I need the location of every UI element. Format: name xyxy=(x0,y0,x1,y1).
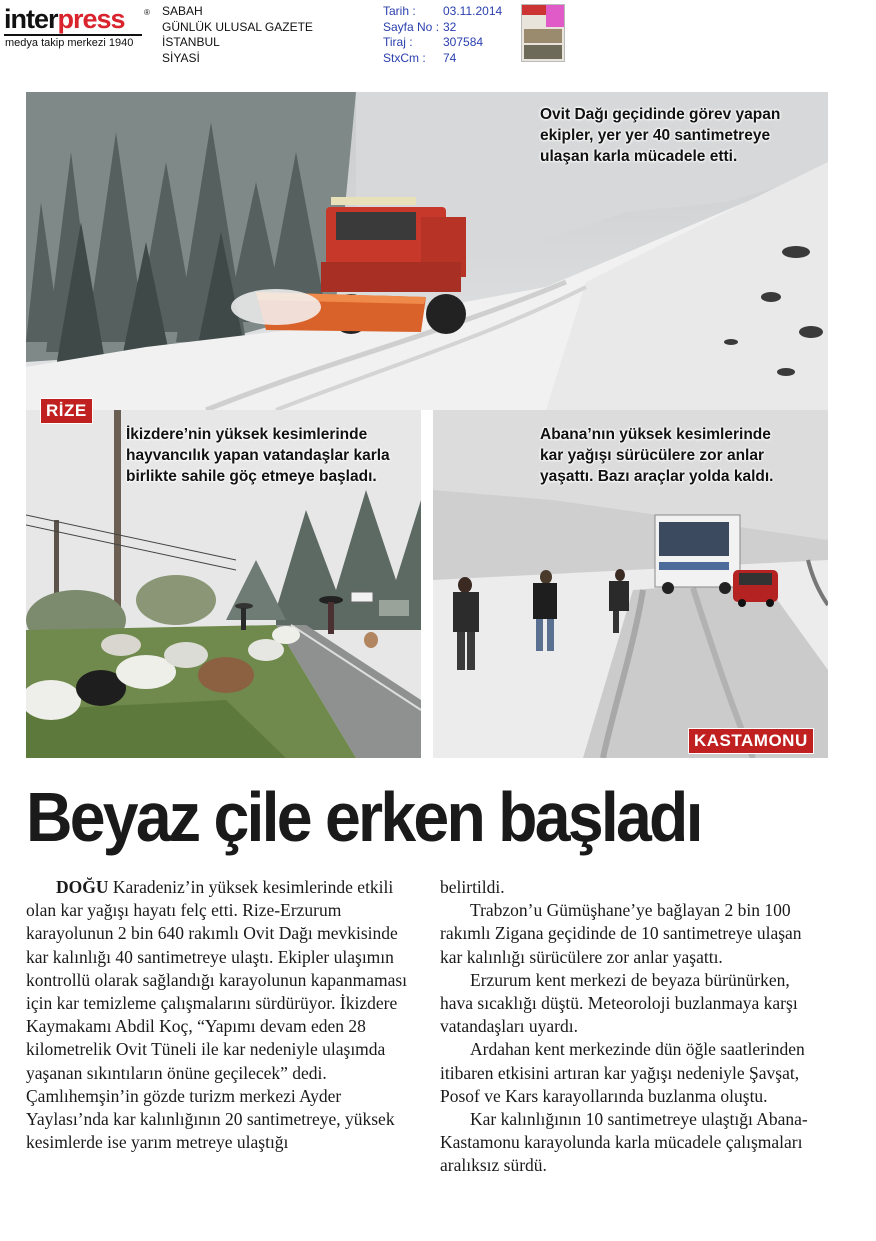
logo-wordmark-red: press xyxy=(57,4,125,34)
source-category: SİYASİ xyxy=(162,50,200,65)
logo-wordmark-black: inter xyxy=(4,4,58,34)
meta-value: 307584 xyxy=(443,35,484,49)
location-tag-rize: RİZE xyxy=(40,398,93,424)
clipping-meta xyxy=(383,4,502,66)
article-paragraph: Ardahan kent merkezinde dün öğle saatlerinden itibaren etkisini artıran kar yağışı nedeniyle Şavşat, Posof ve Kars karayollarında buzlanma oluştu. xyxy=(440,1039,805,1106)
caption-goats: İkizdere’nin yüksek kesimlerinde hayvancılık yapan vatandaşlar karla birlikte sahile göç etmeye başladı. xyxy=(126,426,390,485)
source-type: GÜNLÜK ULUSAL GAZETE xyxy=(162,19,313,34)
thumb-ad xyxy=(546,5,564,27)
article-paragraph: Erzurum kent merkezi de beyaza bürünürken, hava sıcaklığı düştü. Meteoroloji buzlanmaya karşı vatandaşları uyardı. xyxy=(440,969,798,1037)
registered-mark: ® xyxy=(144,8,150,17)
meta-row-circulation xyxy=(383,35,502,51)
logo-underline xyxy=(4,34,142,36)
meta-value: 32 xyxy=(443,19,457,34)
logo-tagline: medya takip merkezi 1940 xyxy=(5,37,134,49)
stranded-bus xyxy=(655,515,740,594)
source-city: İSTANBUL xyxy=(162,35,220,49)
location-tag-kastamonu: KASTAMONU xyxy=(688,728,814,754)
source-newspaper: SABAH xyxy=(162,4,203,18)
article-column-right xyxy=(440,876,824,1178)
page-thumbnail[interactable] xyxy=(521,4,565,62)
article-column-left xyxy=(26,876,410,1154)
article-paragraph: Trabzon’u Gümüşhane’ye bağlayan 2 bin 100 rakımlı Zigana geçidinde de 10 santimetreye ulaşan kar kalınlığı sürücülere zor anlar yaşattı. xyxy=(440,900,802,967)
meta-key: StxCm : xyxy=(383,50,426,65)
thumb-photo xyxy=(524,29,562,43)
article-headline: Beyaz çile erken başladı xyxy=(26,778,701,856)
paragraph-text: Karadeniz’in yüksek kesimlerinde etkili olan kar yağışı hayatı felç etti. Rize-Erzurum karayolunun 2 bin 640 rakımlı Ovit Dağı mevkisinde kar kalınlığı 40 santimetreye ulaştı. Ekipler ulaşımın kontrollü olarak sağlandığı karayolunun kapanmaması için kar temizleme çalışmalarını sürdürüyor. İkizdere Kaymakamı Abdil Koç, “Yapımı devam eden 28 kilometrelik Ovit Tüneli ile kar nedeniyle ulaşımda yaşanan sıkıntıların önüne geçilecek” dedi. Çamlıhemşin’in gözde turizm merkezi Ayder Yaylası’nda kar kalınlığının 20 santimetreye, yüksek kesimlerde ise yarım metreye ulaştığı xyxy=(26,877,408,1153)
meta-key: Sayfa No : xyxy=(383,19,440,34)
caption-snowy-road: Abana’nın yüksek kesimlerinde kar yağışı sürücülere zor anlar yaşattı. Bazı araçlar yolda kaldı. xyxy=(540,426,774,485)
lead-word: DOĞU xyxy=(56,877,109,897)
meta-key: Tarih : xyxy=(383,4,416,18)
article-paragraph: Kar kalınlığının 10 santimetreye ulaştığı Abana-Kastamonu karayolunda karla mücadele çalışmaları aralıksız sürdü. xyxy=(440,1109,808,1176)
meta-row-stxcm xyxy=(383,51,502,67)
red-car xyxy=(733,570,778,607)
meta-value: 74 xyxy=(443,50,457,65)
interpress-logo xyxy=(4,4,154,52)
meta-row-page xyxy=(383,20,502,36)
meta-row-date xyxy=(383,4,502,20)
article-paragraph-continued: belirtildi. xyxy=(440,877,505,897)
utility-pole xyxy=(114,410,121,620)
caption-snowplow: Ovit Dağı geçidinde görev yapan ekipler, yer yer 40 santimetreye ulaşan karla mücadele etti. xyxy=(540,106,781,165)
meta-value: 03.11.2014 xyxy=(443,4,503,18)
logo-wordmark xyxy=(4,4,125,34)
thumb-photo xyxy=(524,45,562,59)
article-paragraph xyxy=(26,876,410,1154)
meta-key: Tiraj : xyxy=(383,35,413,49)
source-info xyxy=(162,4,313,66)
